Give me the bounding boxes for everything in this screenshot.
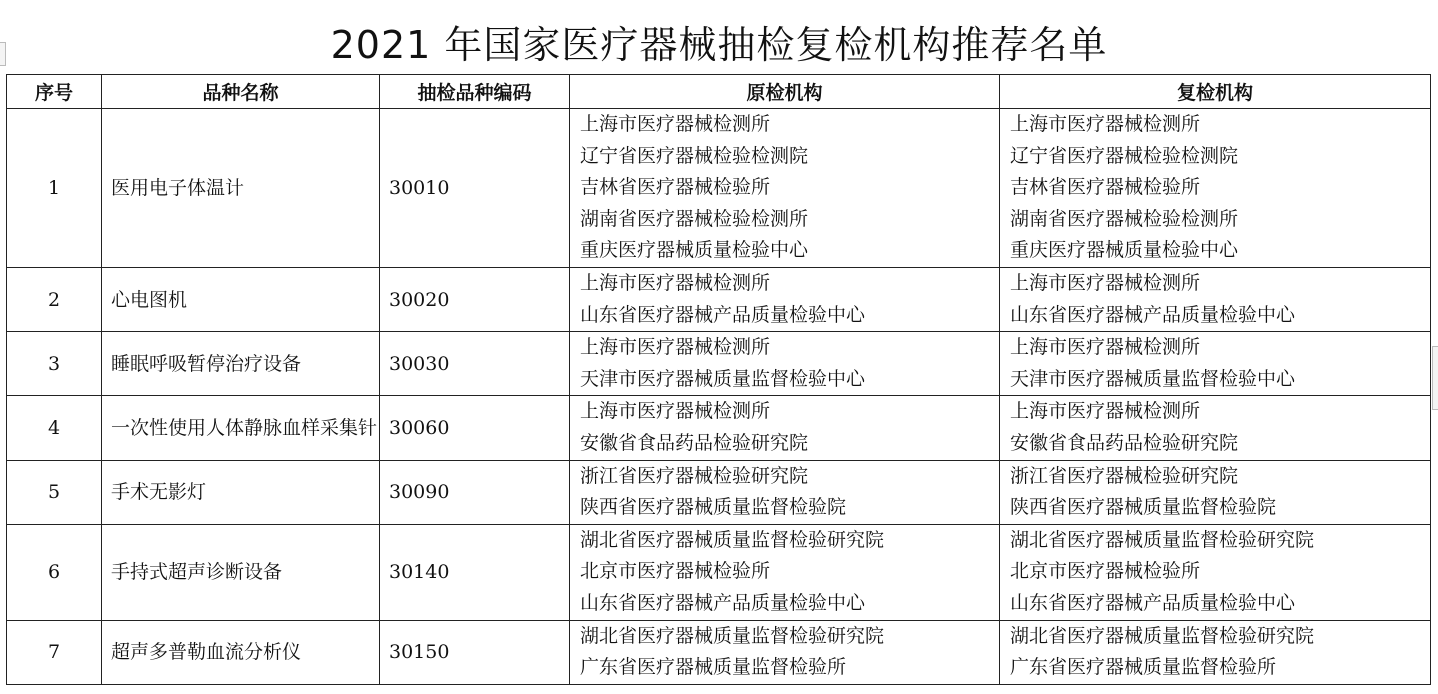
row-seq: 4: [7, 396, 102, 460]
row-item-name: 超声多普勒血流分析仪: [102, 620, 380, 684]
row-item-code: 30090: [380, 460, 570, 524]
row-item-code: 30010: [380, 109, 570, 268]
row-recheck-institutions: [1000, 460, 1431, 524]
column-header-original: 原检机构: [570, 75, 1000, 109]
recheck-institution: 辽宁省医疗器械检验检测院: [1010, 144, 1239, 167]
original-institution: 辽宁省医疗器械检验检测院: [580, 144, 809, 167]
recheck-institution: 湖南省医疗器械检验检测所: [1010, 207, 1239, 230]
recheck-institution: 浙江省医疗器械检验研究院: [1010, 464, 1239, 487]
row-item-name: 心电图机: [102, 267, 380, 331]
row-original-institutions: [570, 109, 1000, 268]
recheck-institution: 上海市医疗器械检测所: [1010, 400, 1201, 423]
row-item-name: 医用电子体温计: [102, 109, 380, 268]
table-row: [7, 396, 1431, 460]
original-institution: 湖南省医疗器械检验检测所: [580, 207, 809, 230]
table-header-row: [7, 75, 1431, 109]
table-row: [7, 267, 1431, 331]
recheck-institution: 湖北省医疗器械质量监督检验研究院: [1010, 528, 1315, 551]
original-institution: 吉林省医疗器械检验所: [580, 176, 771, 199]
column-header-seq: 序号: [7, 75, 102, 109]
recheck-institution-table: [6, 74, 1431, 685]
table-row: [7, 620, 1431, 684]
recheck-institution: 上海市医疗器械检测所: [1010, 271, 1201, 294]
right-edge-handle: [1432, 346, 1438, 410]
recheck-institution: 山东省医疗器械产品质量检验中心: [1010, 591, 1296, 614]
row-recheck-institutions: [1000, 396, 1431, 460]
recheck-institution: 天津市医疗器械质量监督检验中心: [1010, 367, 1296, 390]
row-original-institutions: [570, 267, 1000, 331]
original-institution: 陕西省医疗器械质量监督检验院: [580, 496, 847, 519]
original-institution: 广东省医疗器械质量监督检验所: [580, 656, 847, 679]
row-original-institutions: [570, 620, 1000, 684]
row-seq: 3: [7, 332, 102, 396]
table-row: [7, 524, 1431, 620]
row-item-name: 手持式超声诊断设备: [102, 524, 380, 620]
row-item-name: 一次性使用人体静脉血样采集针: [102, 396, 380, 460]
row-seq: 5: [7, 460, 102, 524]
recheck-institution: 陕西省医疗器械质量监督检验院: [1010, 496, 1277, 519]
row-recheck-institutions: [1000, 620, 1431, 684]
row-seq: 7: [7, 620, 102, 684]
original-institution: 湖北省医疗器械质量监督检验研究院: [580, 624, 885, 647]
recheck-institution: 湖北省医疗器械质量监督检验研究院: [1010, 624, 1315, 647]
original-institution: 山东省医疗器械产品质量检验中心: [580, 303, 866, 326]
recheck-institution: 上海市医疗器械检测所: [1010, 113, 1201, 135]
row-original-institutions: [570, 524, 1000, 620]
row-original-institutions: [570, 396, 1000, 460]
row-seq: 6: [7, 524, 102, 620]
row-item-name: 睡眠呼吸暂停治疗设备: [102, 332, 380, 396]
column-header-code: 抽检品种编码: [380, 75, 570, 109]
row-item-code: 30030: [380, 332, 570, 396]
recheck-institution: 山东省医疗器械产品质量检验中心: [1010, 303, 1296, 326]
table-row: [7, 460, 1431, 524]
original-institution: 重庆医疗器械质量检验中心: [580, 239, 809, 262]
row-seq: 1: [7, 109, 102, 268]
row-item-name: 手术无影灯: [102, 460, 380, 524]
original-institution: 天津市医疗器械质量监督检验中心: [580, 367, 866, 390]
page-title: 2021 年国家医疗器械抽检复检机构推荐名单: [330, 23, 1108, 67]
column-header-name: 品种名称: [102, 75, 380, 109]
recheck-institution: 安徽省食品药品检验研究院: [1010, 431, 1239, 454]
recheck-institution: 上海市医疗器械检测所: [1010, 336, 1201, 359]
row-item-code: 30020: [380, 267, 570, 331]
recheck-institution: 重庆医疗器械质量检验中心: [1010, 239, 1239, 262]
row-recheck-institutions: [1000, 332, 1431, 396]
recheck-institution: 北京市医疗器械检验所: [1010, 560, 1201, 583]
original-institution: 安徽省食品药品检验研究院: [580, 431, 809, 454]
row-original-institutions: [570, 460, 1000, 524]
column-header-recheck: 复检机构: [1000, 75, 1431, 109]
row-recheck-institutions: [1000, 524, 1431, 620]
original-institution: 上海市医疗器械检测所: [580, 113, 771, 135]
row-recheck-institutions: [1000, 109, 1431, 268]
table-row: [7, 109, 1431, 268]
row-item-code: 30140: [380, 524, 570, 620]
recheck-institution: 吉林省医疗器械检验所: [1010, 176, 1201, 199]
row-recheck-institutions: [1000, 267, 1431, 331]
row-item-code: 30060: [380, 396, 570, 460]
recheck-institution: 广东省医疗器械质量监督检验所: [1010, 656, 1277, 679]
table-body: [7, 109, 1431, 685]
row-item-code: 30150: [380, 620, 570, 684]
original-institution: 山东省医疗器械产品质量检验中心: [580, 591, 866, 614]
table-row: [7, 332, 1431, 396]
row-original-institutions: [570, 332, 1000, 396]
original-institution: 上海市医疗器械检测所: [580, 400, 771, 423]
original-institution: 上海市医疗器械检测所: [580, 336, 771, 359]
row-seq: 2: [7, 267, 102, 331]
original-institution: 浙江省医疗器械检验研究院: [580, 464, 809, 487]
original-institution: 北京市医疗器械检验所: [580, 560, 771, 583]
original-institution: 上海市医疗器械检测所: [580, 271, 771, 294]
original-institution: 湖北省医疗器械质量监督检验研究院: [580, 528, 885, 551]
